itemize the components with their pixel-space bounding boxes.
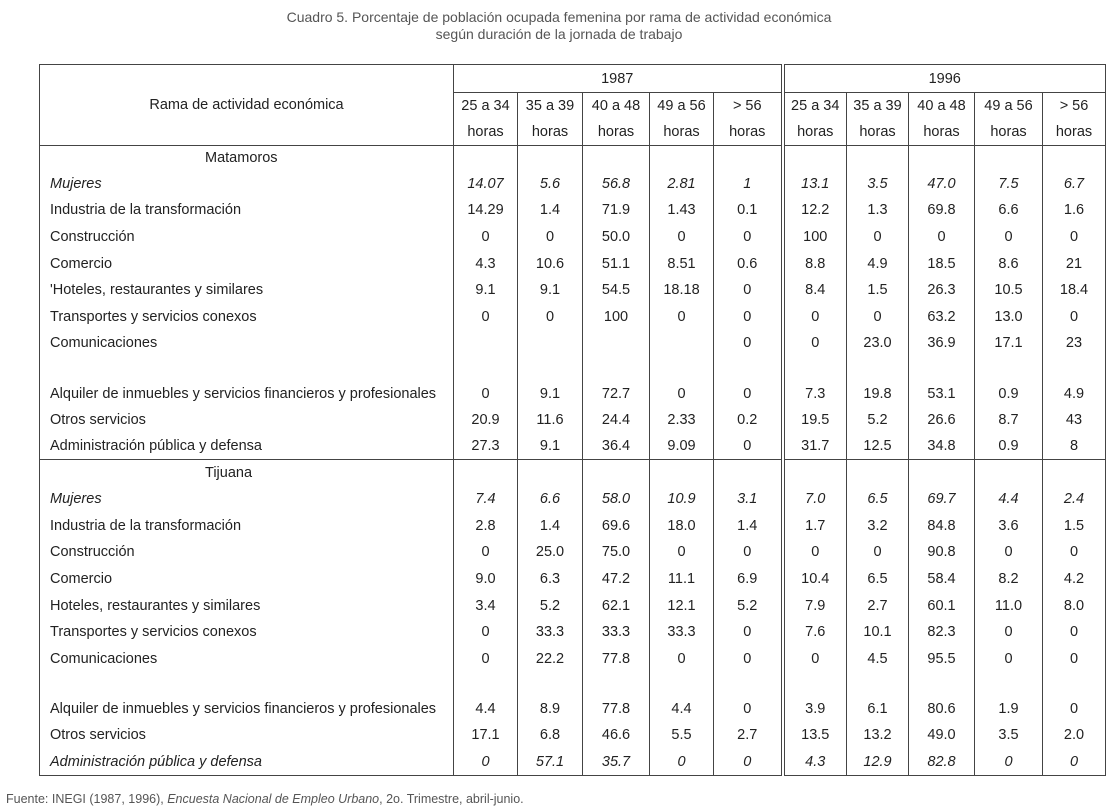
table-cell: 3.5 [975, 722, 1043, 749]
table-cell: 3.1 [714, 486, 783, 513]
table-cell: 2.81 [650, 171, 714, 198]
empty-cell [975, 460, 1043, 486]
table-cell: 25.0 [518, 539, 583, 566]
empty-cell [783, 460, 847, 486]
table-cell: 0 [650, 357, 714, 407]
table-cell: 0 [650, 749, 714, 776]
table-cell: 12.9 [847, 749, 909, 776]
hour-range-header: 40 a 48 [909, 93, 975, 119]
table-cell: 43 [1043, 407, 1106, 434]
table-cell: 54.5 [583, 277, 650, 304]
hour-unit-header: horas [975, 119, 1043, 146]
table-cell: 31.7 [783, 433, 847, 460]
table-cell: 11.1 [650, 566, 714, 593]
hour-range-header: 25 a 34 [783, 93, 847, 119]
table-cell: 2.7 [714, 722, 783, 749]
table-cell: 18.18 [650, 277, 714, 304]
table-cell: 71.9 [583, 197, 650, 224]
row-label: Administración pública y defensa [40, 749, 454, 776]
row-label: Hoteles, restaurantes y similares [50, 597, 261, 614]
table-cell: 95.5 [909, 645, 975, 672]
table-cell: 0 [714, 619, 783, 646]
table-row [40, 619, 1106, 646]
table-cell: 0 [783, 303, 847, 330]
table-cell: 69.8 [909, 197, 975, 224]
table-cell: 77.8 [583, 672, 650, 722]
table-cell: 0 [714, 645, 783, 672]
hour-unit-header: horas [518, 119, 583, 146]
table-cell: 0 [518, 224, 583, 251]
hour-range-header: 49 a 56 [975, 93, 1043, 119]
table-cell: 14.29 [454, 197, 518, 224]
row-label: Transportes y servicios conexos [50, 308, 257, 325]
table-cell: 84.8 [909, 512, 975, 539]
table-row [40, 749, 1106, 776]
table-cell [454, 330, 518, 357]
table-cell: 12.1 [650, 592, 714, 619]
table-cell: 0.9 [975, 433, 1043, 460]
table-cell: 6.1 [847, 672, 909, 722]
table-cell: 36.9 [909, 330, 975, 357]
source-prefix: Fuente: INEGI (1987, 1996), [6, 792, 168, 806]
empty-cell [650, 146, 714, 171]
empty-cell [783, 146, 847, 171]
row-label: Otros servicios [50, 727, 146, 744]
table-cell: 10.4 [783, 566, 847, 593]
table-cell: 1 [714, 171, 783, 198]
table-cell: 47.2 [583, 566, 650, 593]
table-cell: 0 [650, 539, 714, 566]
row-label: Otros servicios [50, 411, 146, 428]
table-cell: 33.3 [518, 619, 583, 646]
table-cell: 10.1 [847, 619, 909, 646]
table-row [40, 486, 1106, 513]
hour-unit-header: horas [1043, 119, 1106, 146]
source-publication: Encuesta Nacional de Empleo Urbano [167, 792, 380, 806]
row-label: Comercio [50, 255, 113, 272]
table-cell: 8.8 [783, 250, 847, 277]
table-cell: 0 [1043, 539, 1106, 566]
table-cell: 1.43 [650, 197, 714, 224]
table-cell: 0 [847, 303, 909, 330]
table-cell: 22.2 [518, 645, 583, 672]
table-cell: 5.2 [714, 592, 783, 619]
table-cell: 0 [847, 539, 909, 566]
table-cell: 82.8 [909, 749, 975, 776]
table-cell: 0.2 [714, 407, 783, 434]
table-cell: 6.3 [518, 566, 583, 593]
row-label: Comunicaciones [50, 335, 158, 352]
table-cell: 0 [847, 224, 909, 251]
year-1996-header: 1996 [783, 65, 1106, 93]
table-cell: 0 [714, 303, 783, 330]
table-cell: 4.4 [650, 672, 714, 722]
empty-cell [975, 146, 1043, 171]
table-row [40, 672, 1106, 722]
table-cell: 0 [1043, 303, 1106, 330]
table-cell: 0 [714, 330, 783, 357]
table-cell [518, 330, 583, 357]
hour-range-header: 25 a 34 [454, 93, 518, 119]
table-cell: 72.7 [583, 357, 650, 407]
table-cell: 17.1 [454, 722, 518, 749]
table-cell: 0 [714, 539, 783, 566]
data-table [39, 64, 1106, 776]
row-label: Construcción [50, 544, 135, 561]
row-label: 'Hoteles, restaurantes y similares [50, 282, 264, 299]
table-cell: 49.0 [909, 722, 975, 749]
table-cell: 0 [1043, 749, 1106, 776]
table-cell: 0 [714, 277, 783, 304]
table-cell: 5.2 [847, 407, 909, 434]
table-cell: 1.3 [847, 197, 909, 224]
table-subtitle: según duración de la jornada de trabajo [435, 26, 683, 42]
table-cell: 4.5 [847, 645, 909, 672]
table-row [40, 250, 1106, 277]
table-cell: 0 [650, 645, 714, 672]
row-label: Administración pública y defensa [50, 438, 262, 455]
table-cell: 0 [1043, 224, 1106, 251]
empty-cell [714, 460, 783, 486]
table-cell: 2.7 [847, 592, 909, 619]
empty-cell [1043, 146, 1106, 171]
table-cell: 10.6 [518, 250, 583, 277]
table-cell: 0 [454, 303, 518, 330]
table-row [40, 357, 1106, 407]
table-cell: 8.2 [975, 566, 1043, 593]
table-cell: 62.1 [583, 592, 650, 619]
table-cell: 58.4 [909, 566, 975, 593]
table-cell: 1.4 [518, 512, 583, 539]
table-cell: 23.0 [847, 330, 909, 357]
table-row [40, 303, 1106, 330]
empty-cell [518, 460, 583, 486]
table-cell: 4.4 [975, 486, 1043, 513]
table-cell: 3.5 [847, 171, 909, 198]
table-cell: 6.8 [518, 722, 583, 749]
table-cell: 7.3 [783, 357, 847, 407]
table-row [40, 592, 1106, 619]
table-row [40, 722, 1106, 749]
table-cell: 1.6 [1043, 197, 1106, 224]
empty-cell [847, 460, 909, 486]
table-cell: 100 [783, 224, 847, 251]
table-cell: 8.51 [650, 250, 714, 277]
table-cell: 0 [454, 357, 518, 407]
table-cell: 2.0 [1043, 722, 1106, 749]
table-cell: 9.1 [454, 277, 518, 304]
table-cell: 0 [1043, 645, 1106, 672]
table-cell: 1.4 [714, 512, 783, 539]
table-cell: 35.7 [583, 749, 650, 776]
table-cell: 17.1 [975, 330, 1043, 357]
hour-range-header: 40 a 48 [583, 93, 650, 119]
table-row [40, 566, 1106, 593]
table-cell: 56.8 [583, 171, 650, 198]
table-cell: 0 [909, 224, 975, 251]
hour-unit-header: horas [714, 119, 783, 146]
table-cell: 9.09 [650, 433, 714, 460]
hour-range-header: > 56 [1043, 93, 1106, 119]
table-cell: 80.6 [909, 672, 975, 722]
table-cell: 0 [714, 224, 783, 251]
table-cell: 10.9 [650, 486, 714, 513]
table-cell: 0 [650, 224, 714, 251]
table-cell: 19.5 [783, 407, 847, 434]
table-cell: 1.5 [847, 277, 909, 304]
table-title: Cuadro 5. Porcentaje de población ocupada femenina por rama de actividad económica [286, 9, 832, 25]
table-cell [583, 330, 650, 357]
table-cell: 3.4 [454, 592, 518, 619]
empty-cell [714, 146, 783, 171]
table-row [40, 171, 1106, 198]
table-cell: 0 [650, 303, 714, 330]
hour-range-header: 35 a 39 [518, 93, 583, 119]
table-cell: 4.2 [1043, 566, 1106, 593]
table-row [40, 512, 1106, 539]
table-cell: 90.8 [909, 539, 975, 566]
table-cell: 8.6 [975, 250, 1043, 277]
source-note [6, 792, 524, 806]
section-name: Tijuana [40, 460, 454, 486]
row-label: Comunicaciones [50, 650, 158, 667]
table-cell: 75.0 [583, 539, 650, 566]
table-cell: 13.0 [975, 303, 1043, 330]
table-cell: 1.4 [518, 197, 583, 224]
row-label: Construcción [50, 228, 135, 245]
table-cell: 77.8 [583, 645, 650, 672]
table-row [40, 433, 1106, 460]
table-cell: 57.1 [518, 749, 583, 776]
table-cell: 1.7 [783, 512, 847, 539]
hour-unit-header: horas [650, 119, 714, 146]
table-row [40, 539, 1106, 566]
table-cell: 0 [783, 539, 847, 566]
table-cell: 6.5 [847, 486, 909, 513]
table-cell: 3.6 [975, 512, 1043, 539]
table-cell: 13.2 [847, 722, 909, 749]
table-cell: 69.6 [583, 512, 650, 539]
empty-cell [1043, 460, 1106, 486]
hour-unit-header: horas [454, 119, 518, 146]
table-cell: 1.9 [975, 672, 1043, 722]
table-cell: 7.5 [975, 171, 1043, 198]
table-cell: 0 [518, 303, 583, 330]
table-cell: 36.4 [583, 433, 650, 460]
table-cell: 9.1 [518, 277, 583, 304]
table-cell: 4.3 [783, 749, 847, 776]
table-cell: 12.2 [783, 197, 847, 224]
table-cell: 2.8 [454, 512, 518, 539]
table-cell: 13.1 [783, 171, 847, 198]
table-cell: 5.6 [518, 171, 583, 198]
empty-cell [909, 460, 975, 486]
table-cell: 26.3 [909, 277, 975, 304]
table-cell: 0 [454, 749, 518, 776]
empty-cell [909, 146, 975, 171]
table-cell: 18.0 [650, 512, 714, 539]
table-row [40, 224, 1106, 251]
table-cell: 0 [714, 433, 783, 460]
table-cell: 0 [1043, 672, 1106, 722]
table-cell: 0 [975, 539, 1043, 566]
table-cell: 0.6 [714, 250, 783, 277]
empty-cell [650, 460, 714, 486]
table-cell: 5.2 [518, 592, 583, 619]
table-cell: 0 [783, 645, 847, 672]
table-row [40, 645, 1106, 672]
empty-cell [454, 460, 518, 486]
table-cell: 13.5 [783, 722, 847, 749]
table-cell: 23 [1043, 330, 1106, 357]
table-cell: 7.4 [454, 486, 518, 513]
table-cell: 58.0 [583, 486, 650, 513]
section-header-row [40, 460, 1106, 486]
row-label-header: Rama de actividad económica [40, 65, 454, 146]
table-cell: 2.33 [650, 407, 714, 434]
table-cell: 11.0 [975, 592, 1043, 619]
table-cell: 0.9 [975, 357, 1043, 407]
empty-cell [583, 146, 650, 171]
row-label: Industria de la transformación [50, 517, 242, 534]
table-cell: 9.1 [518, 357, 583, 407]
table-cell: 11.6 [518, 407, 583, 434]
year-1987-header: 1987 [454, 65, 783, 93]
table-cell: 82.3 [909, 619, 975, 646]
hour-range-header: 49 a 56 [650, 93, 714, 119]
table-row [40, 197, 1106, 224]
table-cell: 27.3 [454, 433, 518, 460]
table-cell: 14.07 [454, 171, 518, 198]
table-row [40, 330, 1106, 357]
hour-unit-header: horas [909, 119, 975, 146]
table-cell: 51.1 [583, 250, 650, 277]
table-cell: 12.5 [847, 433, 909, 460]
table-cell: 2.4 [1043, 486, 1106, 513]
table-cell: 10.5 [975, 277, 1043, 304]
table-cell: 53.1 [909, 357, 975, 407]
table-cell: 4.4 [454, 672, 518, 722]
table-cell: 47.0 [909, 171, 975, 198]
table-cell: 5.5 [650, 722, 714, 749]
empty-cell [454, 146, 518, 171]
table-cell: 20.9 [454, 407, 518, 434]
table-cell: 0 [714, 357, 783, 407]
table-cell: 8.0 [1043, 592, 1106, 619]
table-cell: 69.7 [909, 486, 975, 513]
table-cell: 4.3 [454, 250, 518, 277]
table-cell: 9.0 [454, 566, 518, 593]
table-cell: 0 [975, 749, 1043, 776]
table-cell: 19.8 [847, 357, 909, 407]
row-label: Comercio [50, 570, 113, 587]
table-cell [650, 330, 714, 357]
table-cell: 0 [783, 330, 847, 357]
table-cell: 0 [714, 672, 783, 722]
row-label: Alquiler de inmuebles y servicios financieros y profesionales [50, 701, 437, 717]
row-label: Transportes y servicios conexos [50, 624, 257, 641]
hour-unit-header: horas [783, 119, 847, 146]
table-cell: 4.9 [847, 250, 909, 277]
table-cell: 8 [1043, 433, 1106, 460]
table-cell: 18.5 [909, 250, 975, 277]
table-cell: 100 [583, 303, 650, 330]
table-cell: 33.3 [650, 619, 714, 646]
table-cell: 0 [714, 749, 783, 776]
table-cell: 33.3 [583, 619, 650, 646]
source-suffix: , 2o. Trimestre, abril-junio. [379, 792, 524, 806]
table-cell: 6.9 [714, 566, 783, 593]
row-label: Mujeres [50, 175, 102, 192]
table-cell: 26.6 [909, 407, 975, 434]
table-cell: 7.6 [783, 619, 847, 646]
table-cell: 0 [454, 539, 518, 566]
table-cell: 7.0 [783, 486, 847, 513]
table-cell: 8.9 [518, 672, 583, 722]
row-label: Alquiler de inmuebles y servicios financieros y profesionales [50, 385, 437, 402]
section-header-row [40, 146, 1106, 171]
empty-cell [518, 146, 583, 171]
row-label: Mujeres [50, 491, 102, 508]
table-cell: 63.2 [909, 303, 975, 330]
table-cell: 0 [454, 224, 518, 251]
table-cell: 0.1 [714, 197, 783, 224]
table-cell: 21 [1043, 250, 1106, 277]
table-cell: 4.9 [1043, 357, 1106, 407]
table-cell: 7.9 [783, 592, 847, 619]
table-cell: 34.8 [909, 433, 975, 460]
table-cell: 60.1 [909, 592, 975, 619]
table-cell: 6.6 [975, 197, 1043, 224]
hour-unit-header: horas [847, 119, 909, 146]
empty-cell [847, 146, 909, 171]
hour-range-header: 35 a 39 [847, 93, 909, 119]
empty-cell [583, 460, 650, 486]
table-cell: 1.5 [1043, 512, 1106, 539]
table-row [40, 277, 1106, 304]
table-cell: 50.0 [583, 224, 650, 251]
table-cell: 6.7 [1043, 171, 1106, 198]
table-cell: 3.2 [847, 512, 909, 539]
table-cell: 9.1 [518, 433, 583, 460]
row-label: Industria de la transformación [50, 202, 242, 219]
table-cell: 0 [975, 619, 1043, 646]
hour-unit-header: horas [583, 119, 650, 146]
table-cell: 0 [1043, 619, 1106, 646]
hour-range-header: > 56 [714, 93, 783, 119]
table-cell: 6.5 [847, 566, 909, 593]
table-cell: 18.4 [1043, 277, 1106, 304]
table-cell: 0 [975, 645, 1043, 672]
table-cell: 0 [454, 645, 518, 672]
table-cell: 0 [975, 224, 1043, 251]
section-name: Matamoros [40, 146, 454, 171]
table-cell: 46.6 [583, 722, 650, 749]
table-cell: 0 [454, 619, 518, 646]
table-cell: 24.4 [583, 407, 650, 434]
table-row [40, 407, 1106, 434]
table-cell: 3.9 [783, 672, 847, 722]
table-cell: 6.6 [518, 486, 583, 513]
table-cell: 8.4 [783, 277, 847, 304]
table-cell: 8.7 [975, 407, 1043, 434]
